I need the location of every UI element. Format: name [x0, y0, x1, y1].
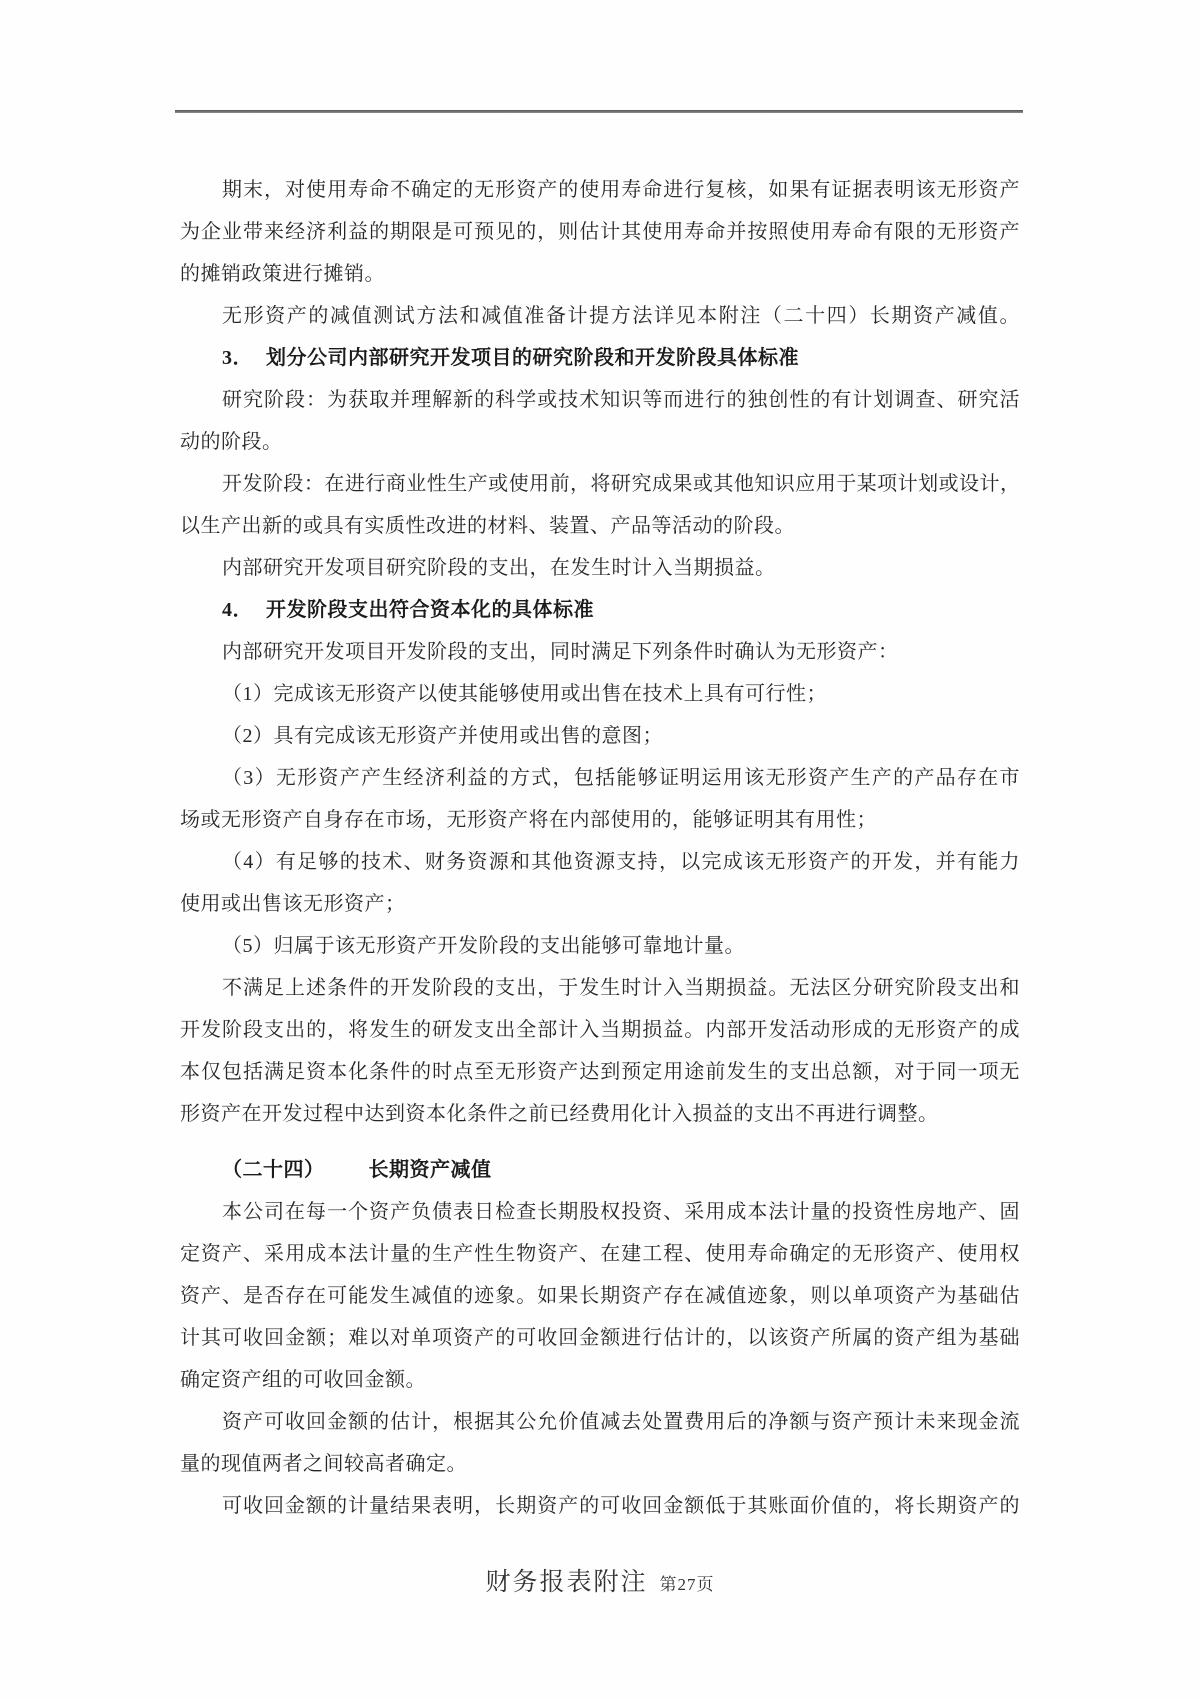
text-line: 可收回金额的计量结果表明，长期资产的可收回金额低于其账面价值的，将长期资产的 — [222, 1495, 1020, 1517]
footer-title: 财务报表附注 — [485, 1569, 648, 1596]
text-line: 本公司在每一个资产负债表日检查长期股权投资、采用成本法计量的投资性房地产、固 — [222, 1201, 1020, 1223]
text-line: 本仅包括满足资本化条件的时点至无形资产达到预定用途前发生的支出总额，对于同一项无 — [180, 1061, 1020, 1083]
text-line: 的摊销政策进行摊销。 — [180, 263, 385, 285]
heading-title: 划分公司内部研究开发项目的研究阶段和开发阶段具体标准 — [266, 347, 799, 369]
text-line: 量的现值两者之间较高者确定。 — [180, 1453, 467, 1475]
list-item-3: （3）无形资产产生经济利益的方式，包括能够证明运用该无形资产生产的产品存在市 — [222, 767, 1020, 789]
text-line: 开发阶段：在进行商业性生产或使用前，将研究成果或其他知识应用于某项计划或设计， — [222, 473, 1020, 495]
text-line: 期末，对使用寿命不确定的无形资产的使用寿命进行复核，如果有证据表明该无形资产 — [222, 179, 1020, 201]
text-line: 定资产、采用成本法计量的生产性生物资产、在建工程、使用寿命确定的无形资产、使用权 — [180, 1243, 1020, 1265]
section-heading-24 — [180, 1149, 1020, 1191]
text-line: 研究阶段：为获取并理解新的科学或技术知识等而进行的独创性的有计划调查、研究活 — [222, 389, 1020, 411]
text-line: 为企业带来经济利益的期限是可预见的，则估计其使用寿命并按照使用寿命有限的无形资产 — [180, 221, 1020, 243]
footer-page-number: 第27页 — [659, 1575, 715, 1594]
text-line: 内部研究开发项目开发阶段的支出，同时满足下列条件时确认为无形资产： — [222, 641, 899, 663]
list-item-4: （4）有足够的技术、财务资源和其他资源支持，以完成该无形资产的开发，并有能力 — [222, 851, 1020, 873]
text-line: 不满足上述条件的开发阶段的支出，于发生时计入当期损益。无法区分研究阶段支出和 — [222, 977, 1020, 999]
text-line: 开发阶段支出的，将发生的研发支出全部计入当期损益。内部开发活动形成的无形资产的成 — [180, 1019, 1020, 1041]
heading-number: 4． — [222, 599, 253, 621]
section-heading-3 — [180, 337, 1020, 379]
text-line: 资产可收回金额的估计，根据其公允价值减去处置费用后的净额与资产预计未来现金流 — [222, 1411, 1020, 1433]
text-line: 形资产在开发过程中达到资本化条件之前已经费用化计入损益的支出不再进行调整。 — [180, 1103, 939, 1125]
text-line: 使用或出售该无形资产； — [180, 893, 406, 915]
text-line: 内部研究开发项目研究阶段的支出，在发生时计入当期损益。 — [222, 557, 776, 579]
page-footer — [0, 1558, 1200, 1608]
document-body — [180, 169, 1020, 1527]
list-item-2: （2）具有完成该无形资产并使用或出售的意图； — [222, 725, 663, 747]
heading-number: （二十四） — [222, 1159, 325, 1181]
heading-title: 长期资产减值 — [368, 1159, 492, 1181]
text-line: 场或无形资产自身存在市场，无形资产将在内部使用的，能够证明其有用性； — [180, 809, 877, 831]
section-heading-4 — [180, 589, 1020, 631]
list-item-5: （5）归属于该无形资产开发阶段的支出能够可靠地计量。 — [222, 935, 745, 957]
text-line: 计其可收回金额；难以对单项资产的可收回金额进行估计的，以该资产所属的资产组为基础 — [180, 1327, 1020, 1349]
text-line: 确定资产组的可收回金额。 — [180, 1369, 426, 1391]
header-rule — [175, 110, 1023, 113]
text-line: 动的阶段。 — [180, 431, 283, 453]
text-line: 以生产出新的或具有实质性改进的材料、装置、产品等活动的阶段。 — [180, 515, 795, 537]
heading-number: 3． — [222, 347, 253, 369]
text-line: 资产、是否存在可能发生减值的迹象。如果长期资产存在减值迹象，则以单项资产为基础估 — [180, 1285, 1020, 1307]
text-line: 无形资产的减值测试方法和减值准备计提方法详见本附注（二十四）长期资产减值。 — [222, 305, 1020, 327]
list-item-1: （1）完成该无形资产以使其能够使用或出售在技术上具有可行性； — [222, 683, 827, 705]
heading-title: 开发阶段支出符合资本化的具体标准 — [266, 599, 594, 621]
